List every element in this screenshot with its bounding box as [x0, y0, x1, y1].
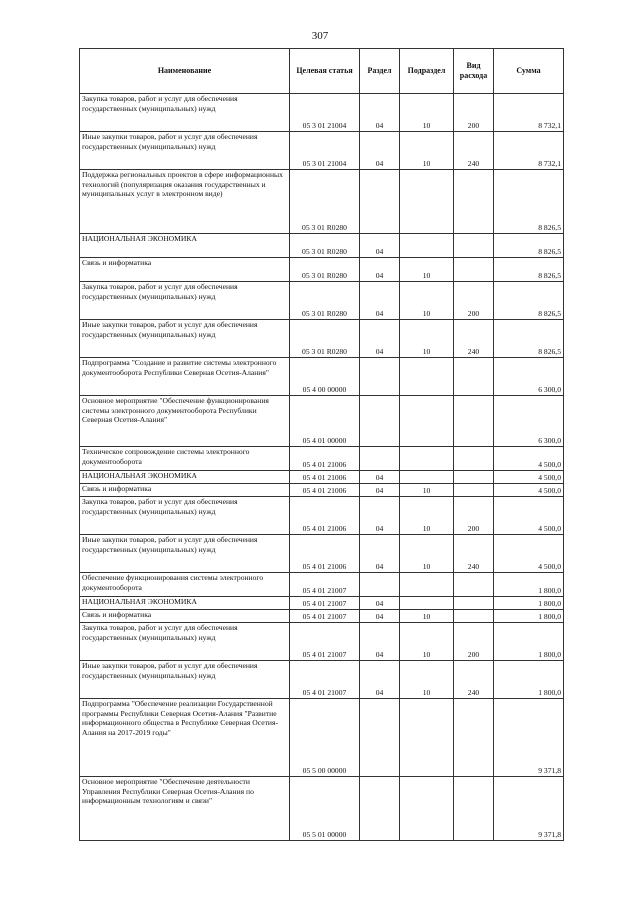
row-sum: 4 500,0 — [494, 535, 564, 573]
row-article: 05 3 01 R0280 — [290, 282, 360, 320]
row-article: 05 3 01 R0280 — [290, 320, 360, 358]
row-section — [360, 170, 400, 234]
table-row — [80, 497, 564, 535]
row-article: 05 4 01 21007 — [290, 623, 360, 661]
table-row — [80, 573, 564, 597]
row-section: 04 — [360, 661, 400, 699]
row-article: 05 3 01 R0280 — [290, 258, 360, 282]
row-name: Обеспечение функционирования системы электронного документооборота — [80, 573, 290, 597]
row-name: НАЦИОНАЛЬНАЯ ЭКОНОМИКА — [80, 234, 290, 258]
row-name: НАЦИОНАЛЬНАЯ ЭКОНОМИКА — [80, 471, 290, 484]
header-subsection: Подраздел — [400, 49, 454, 94]
row-article: 05 4 01 21006 — [290, 535, 360, 573]
row-section — [360, 396, 400, 447]
row-article: 05 3 01 21004 — [290, 132, 360, 170]
row-sum: 1 800,0 — [494, 597, 564, 610]
row-subsection: 10 — [400, 535, 454, 573]
row-name: Подпрограмма "Создание и развитие системы электронного документооборота Республики Северная Осетия-Алания" — [80, 358, 290, 396]
row-sum: 6 300,0 — [494, 396, 564, 447]
row-sum: 4 500,0 — [494, 447, 564, 471]
table-row — [80, 484, 564, 497]
row-name: Техническое сопровождение системы электронного документооборота — [80, 447, 290, 471]
row-subsection: 10 — [400, 94, 454, 132]
row-section: 04 — [360, 623, 400, 661]
row-name: Иные закупки товаров, работ и услуг для обеспечения государственных (муниципальных) нужд — [80, 535, 290, 573]
row-article: 05 4 01 21006 — [290, 497, 360, 535]
table-row — [80, 699, 564, 777]
row-expense-type: 200 — [454, 94, 494, 132]
table-header-row — [80, 49, 564, 94]
row-section: 04 — [360, 258, 400, 282]
row-subsection — [400, 358, 454, 396]
row-sum: 8 826,5 — [494, 258, 564, 282]
row-sum: 8 826,5 — [494, 320, 564, 358]
row-sum: 1 800,0 — [494, 661, 564, 699]
row-subsection: 10 — [400, 623, 454, 661]
row-sum: 8 826,5 — [494, 234, 564, 258]
row-subsection — [400, 447, 454, 471]
header-section: Раздел — [360, 49, 400, 94]
table-row — [80, 258, 564, 282]
row-article: 05 4 01 21007 — [290, 661, 360, 699]
table-row — [80, 132, 564, 170]
row-expense-type — [454, 471, 494, 484]
row-expense-type — [454, 396, 494, 447]
header-sum: Сумма — [494, 49, 564, 94]
row-section: 04 — [360, 471, 400, 484]
row-name: Закупка товаров, работ и услуг для обеспечения государственных (муниципальных) нужд — [80, 94, 290, 132]
row-sum: 8 732,1 — [494, 132, 564, 170]
row-expense-type — [454, 597, 494, 610]
row-name: Закупка товаров, работ и услуг для обеспечения государственных (муниципальных) нужд — [80, 623, 290, 661]
row-section: 04 — [360, 234, 400, 258]
table-row — [80, 661, 564, 699]
row-subsection — [400, 699, 454, 777]
row-expense-type: 200 — [454, 623, 494, 661]
row-name: НАЦИОНАЛЬНАЯ ЭКОНОМИКА — [80, 597, 290, 610]
row-article: 05 4 00 00000 — [290, 358, 360, 396]
row-section: 04 — [360, 535, 400, 573]
row-article: 05 3 01 R0280 — [290, 234, 360, 258]
row-section — [360, 777, 400, 841]
row-name: Поддержка региональных проектов в сфере информационных технологий (популяризация оказания государственных и муниципальных услуг в электронном виде) — [80, 170, 290, 234]
row-subsection: 10 — [400, 484, 454, 497]
row-expense-type — [454, 170, 494, 234]
table-body — [80, 94, 564, 841]
row-sum: 9 371,8 — [494, 699, 564, 777]
row-expense-type — [454, 258, 494, 282]
row-section: 04 — [360, 132, 400, 170]
table-row — [80, 447, 564, 471]
row-article: 05 3 01 R0280 — [290, 170, 360, 234]
row-name: Иные закупки товаров, работ и услуг для обеспечения государственных (муниципальных) нужд — [80, 661, 290, 699]
table-row — [80, 320, 564, 358]
row-subsection — [400, 170, 454, 234]
table-row — [80, 396, 564, 447]
row-sum: 1 800,0 — [494, 623, 564, 661]
table-row — [80, 234, 564, 258]
table-row — [80, 170, 564, 234]
row-expense-type: 240 — [454, 661, 494, 699]
row-sum: 9 371,8 — [494, 777, 564, 841]
row-sum: 1 800,0 — [494, 610, 564, 623]
row-sum: 4 500,0 — [494, 497, 564, 535]
row-section — [360, 573, 400, 597]
row-article: 05 4 01 21006 — [290, 471, 360, 484]
row-subsection: 10 — [400, 282, 454, 320]
table-row — [80, 535, 564, 573]
row-subsection — [400, 234, 454, 258]
table-row — [80, 282, 564, 320]
row-expense-type: 200 — [454, 497, 494, 535]
row-sum: 4 500,0 — [494, 484, 564, 497]
row-name: Связь и информатика — [80, 258, 290, 282]
row-name: Закупка товаров, работ и услуг для обеспечения государственных (муниципальных) нужд — [80, 497, 290, 535]
row-section: 04 — [360, 497, 400, 535]
row-sum: 8 732,1 — [494, 94, 564, 132]
row-subsection — [400, 396, 454, 447]
row-expense-type: 240 — [454, 535, 494, 573]
row-name: Закупка товаров, работ и услуг для обеспечения государственных (муниципальных) нужд — [80, 282, 290, 320]
row-sum: 4 500,0 — [494, 471, 564, 484]
row-article: 05 4 01 21006 — [290, 447, 360, 471]
row-expense-type — [454, 484, 494, 497]
table-row — [80, 471, 564, 484]
row-section — [360, 447, 400, 471]
row-article: 05 3 01 21004 — [290, 94, 360, 132]
row-expense-type: 240 — [454, 132, 494, 170]
row-sum: 1 800,0 — [494, 573, 564, 597]
table-row — [80, 358, 564, 396]
row-article: 05 4 01 21007 — [290, 597, 360, 610]
row-article: 05 4 01 00000 — [290, 396, 360, 447]
row-subsection: 10 — [400, 258, 454, 282]
row-section: 04 — [360, 610, 400, 623]
row-article: 05 4 01 21007 — [290, 573, 360, 597]
row-name: Основное мероприятие "Обеспечение деятельности Управления Республики Северная Осетия-Алания по информационным технологиям и связи" — [80, 777, 290, 841]
row-expense-type — [454, 777, 494, 841]
row-name: Основное мероприятие "Обеспечение функционирования системы электронного документооборота Республики Северная Осетия-Алания" — [80, 396, 290, 447]
row-name: Иные закупки товаров, работ и услуг для обеспечения государственных (муниципальных) нужд — [80, 132, 290, 170]
row-subsection: 10 — [400, 661, 454, 699]
row-expense-type: 240 — [454, 320, 494, 358]
row-name: Связь и информатика — [80, 484, 290, 497]
row-subsection: 10 — [400, 320, 454, 358]
row-name: Иные закупки товаров, работ и услуг для обеспечения государственных (муниципальных) нужд — [80, 320, 290, 358]
page-number: 307 — [311, 30, 329, 42]
row-section — [360, 699, 400, 777]
row-sum: 8 826,5 — [494, 282, 564, 320]
row-article: 05 5 01 00000 — [290, 777, 360, 841]
row-expense-type — [454, 610, 494, 623]
row-expense-type — [454, 358, 494, 396]
row-section: 04 — [360, 484, 400, 497]
row-section: 04 — [360, 597, 400, 610]
table-row — [80, 610, 564, 623]
row-subsection — [400, 471, 454, 484]
row-subsection — [400, 597, 454, 610]
row-name: Подпрограмма "Обеспечение реализации Государственной программы Республики Северная Осетия-Алания "Развитие информационного общества в Республике Северная Осетия-Алания на 2017-2019 годы" — [80, 699, 290, 777]
row-section: 04 — [360, 94, 400, 132]
header-expense-type: Вид расхода — [454, 49, 494, 94]
row-sum: 6 300,0 — [494, 358, 564, 396]
row-subsection: 10 — [400, 497, 454, 535]
row-subsection — [400, 777, 454, 841]
row-subsection — [400, 573, 454, 597]
row-subsection: 10 — [400, 132, 454, 170]
table-row — [80, 94, 564, 132]
table-row — [80, 597, 564, 610]
row-expense-type — [454, 447, 494, 471]
row-expense-type — [454, 234, 494, 258]
row-sum: 8 826,5 — [494, 170, 564, 234]
row-expense-type — [454, 573, 494, 597]
table-row — [80, 777, 564, 841]
row-subsection: 10 — [400, 610, 454, 623]
row-name: Связь и информатика — [80, 610, 290, 623]
row-section: 04 — [360, 282, 400, 320]
row-article: 05 4 01 21006 — [290, 484, 360, 497]
header-name: Наименование — [80, 49, 290, 94]
row-expense-type: 200 — [454, 282, 494, 320]
row-section — [360, 358, 400, 396]
row-section: 04 — [360, 320, 400, 358]
row-expense-type — [454, 699, 494, 777]
table-row — [80, 623, 564, 661]
header-article: Целевая статья — [290, 49, 360, 94]
budget-table — [79, 48, 564, 841]
row-article: 05 5 00 00000 — [290, 699, 360, 777]
row-article: 05 4 01 21007 — [290, 610, 360, 623]
